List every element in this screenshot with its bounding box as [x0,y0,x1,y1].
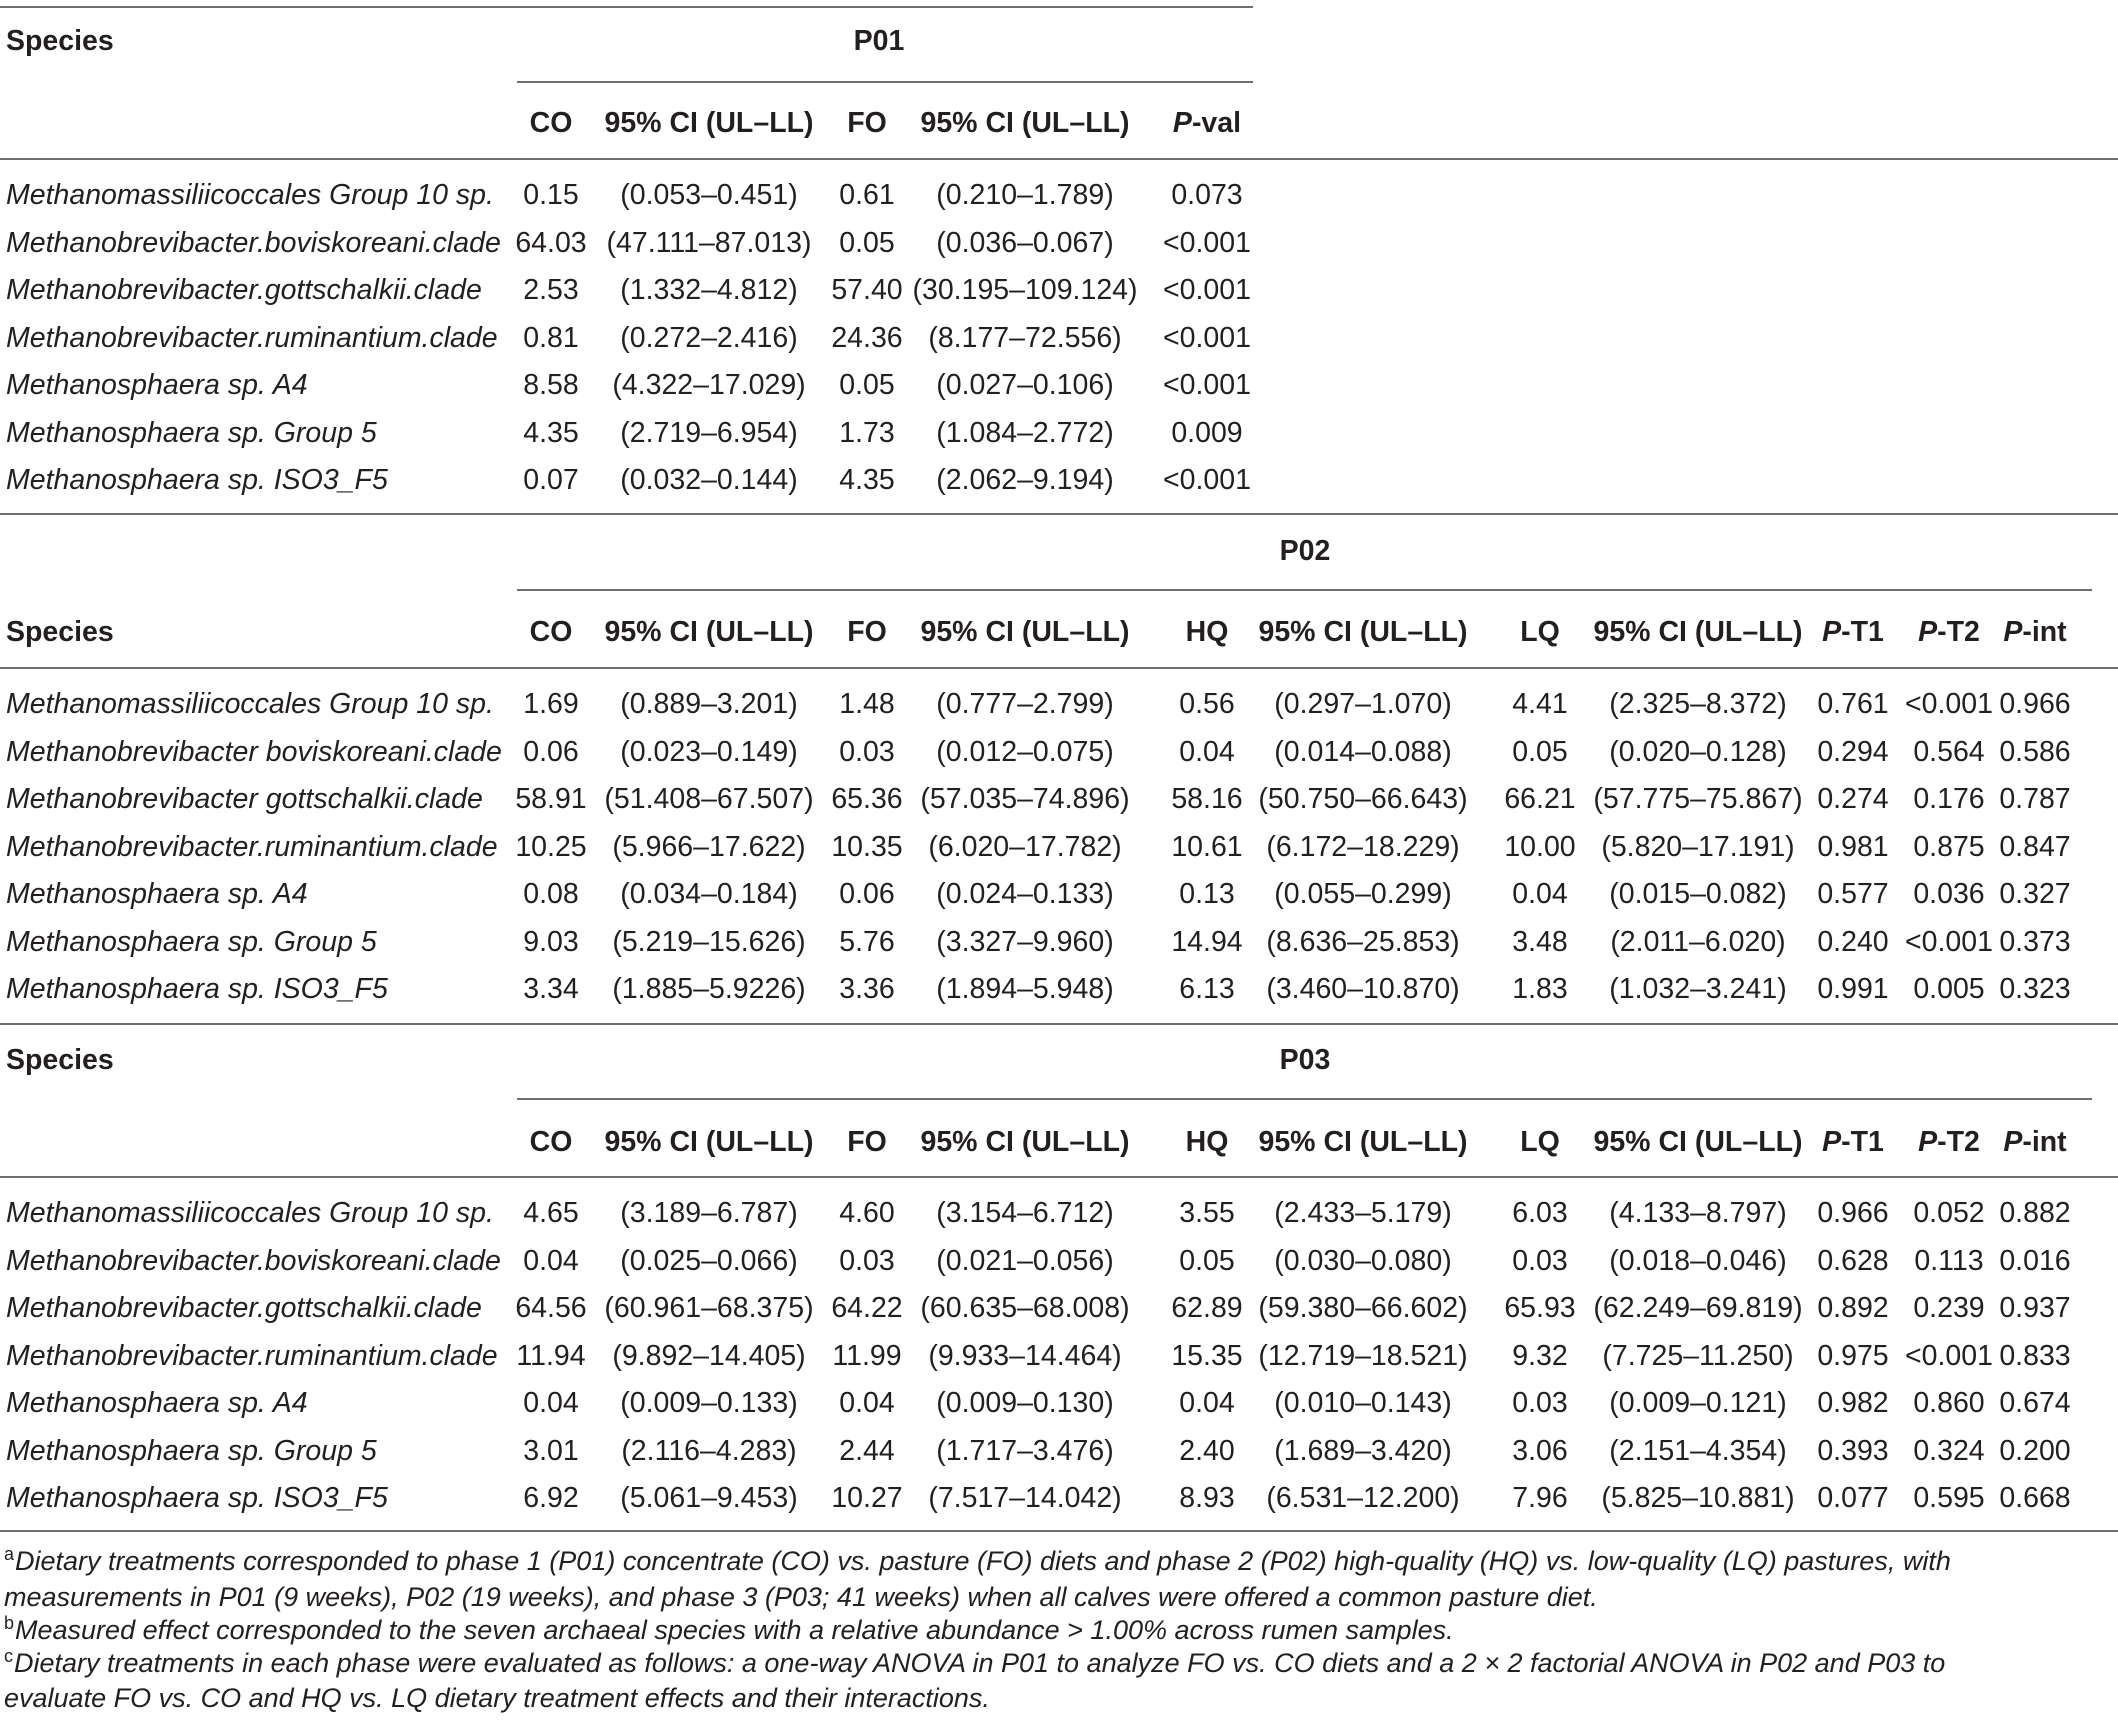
cell-value: 0.052 [1913,1197,1985,1229]
species-header: Species [6,25,114,57]
cell-value: 0.61 [839,179,895,211]
cell-value: 0.04 [523,1244,579,1277]
cell-value: (1.689–3.420) [1274,1434,1452,1467]
column-header: 95% CI (UL–LL) [1258,616,1468,648]
cell-value: (8.636–25.853) [1266,925,1460,958]
cell-value: 0.07 [523,464,579,496]
cell-value: (2.062–9.194) [936,464,1114,496]
cell-value: 0.04 [523,1387,579,1419]
cell-value: 0.240 [1817,925,1889,958]
cell-value: 4.35 [523,416,579,449]
cell-value: 64.56 [515,1292,587,1324]
cell-value: 0.15 [523,179,579,211]
cell-value: 0.05 [1512,735,1568,768]
cell-value: (60.635–68.008) [920,1292,1130,1324]
cell-value: (2.011–6.020) [1610,925,1786,958]
column-header: CO [529,1126,573,1158]
cell-value: 0.036 [1913,878,1985,910]
cell-value: (0.053–0.451) [620,179,798,211]
cell-value: (57.035–74.896) [920,783,1130,815]
cell-value: 0.628 [1817,1244,1889,1277]
cell-value: 0.13 [1179,878,1235,910]
cell-value: 0.077 [1817,1482,1889,1514]
cell-value: (1.084–2.772) [936,416,1114,449]
column-header: FO [847,1126,887,1158]
cell-value: (5.061–9.453) [620,1482,798,1514]
cell-value: 2.44 [839,1434,895,1467]
cell-value: (3.189–6.787) [620,1197,798,1229]
cell-value: (0.018–0.046) [1609,1244,1787,1277]
cell-value: 0.56 [1179,688,1235,720]
cell-value: (2.325–8.372) [1609,688,1787,720]
cell-value: (0.272–2.416) [620,321,798,354]
column-header: 95% CI (UL–LL) [920,107,1130,139]
cell-value: (57.775–75.867) [1593,783,1803,815]
p-suffix: -T2 [1937,1126,1980,1158]
phase-label: P02 [1279,535,1331,567]
phase-label: P03 [1279,1044,1331,1076]
cell-value: 0.04 [1179,735,1235,768]
cell-value: (0.023–0.149) [620,735,798,768]
cell-value: 1.48 [839,688,895,720]
cell-value: 5.76 [839,925,895,958]
cell-value: 57.40 [831,274,903,306]
cell-value: (59.380–66.602) [1258,1292,1468,1324]
cell-value: 3.55 [1179,1197,1235,1229]
phase-label: P01 [853,25,905,57]
cell-value: (0.027–0.106) [936,369,1114,401]
cell-value: (1.885–5.9226) [612,973,806,1005]
cell-value: 6.03 [1512,1197,1568,1229]
cell-value: 0.324 [1913,1434,1985,1467]
species-header: Species [6,1044,114,1076]
cell-value: (5.825–10.881) [1601,1482,1795,1514]
p-symbol: P [2003,616,2023,648]
cell-value: 58.91 [515,783,587,815]
cell-value: (3.460–10.870) [1266,973,1460,1005]
cell-value: 64.22 [831,1292,903,1324]
species-name: Methanomassiliicoccales Group 10 sp. [6,1197,494,1229]
cell-value: (0.015–0.082) [1609,878,1787,910]
footnote-c [4,1681,990,1715]
cell-value: (4.133–8.797) [1609,1197,1787,1229]
cell-value: 0.373 [1999,925,2071,958]
footnote-text: Dietary treatments in each phase were evaluated as follows: a one-way ANOVA in P01 to analyze FO vs. CO diets and a 2 × 2 factorial ANOVA in P02 and P03 to [14,1648,1946,1678]
cell-value: 0.975 [1817,1339,1889,1372]
cell-value: (0.210–1.789) [936,179,1114,211]
footnote-b [4,1613,1454,1650]
cell-value: 4.60 [839,1197,895,1229]
cell-value: (2.116–4.283) [621,1434,797,1467]
cell-value: 0.03 [839,1244,895,1277]
cell-value: 7.96 [1512,1482,1568,1514]
p-symbol: P [1918,1126,1938,1158]
species-header: Species [6,616,114,648]
cell-value: 11.99 [832,1339,902,1372]
cell-value: (0.009–0.133) [620,1387,798,1419]
footnote-c [4,1646,1945,1683]
column-header [2003,615,2066,649]
species-name: Methanosphaera sp. A4 [6,878,308,910]
footnote-text: evaluate FO vs. CO and HQ vs. LQ dietary treatment effects and their interactions. [4,1683,990,1713]
cell-value: <0.001 [1905,1339,1993,1372]
cell-value: (0.297–1.070) [1274,688,1452,720]
cell-value: 0.200 [1999,1434,2071,1467]
cell-value: 0.009 [1171,416,1243,449]
cell-value: <0.001 [1163,464,1251,496]
cell-value: 0.787 [1999,783,2071,815]
cell-value: 0.04 [1512,878,1568,910]
cell-value: (1.717–3.476) [936,1434,1114,1467]
cell-value: (0.012–0.075) [936,735,1114,768]
cell-value: 4.65 [523,1197,579,1229]
cell-value: 15.35 [1171,1339,1243,1372]
column-header: FO [847,616,887,648]
cell-value: (0.020–0.128) [1609,735,1787,768]
cell-value: (5.820–17.191) [1601,830,1795,863]
cell-value: 3.06 [1512,1434,1568,1467]
p-symbol: P [1822,1126,1842,1158]
cell-value: 0.982 [1817,1387,1889,1419]
cell-value: (47.111–87.013) [606,226,812,259]
species-name: Methanobrevibacter.ruminantium.clade [6,321,498,354]
p-suffix: -val [1191,107,1242,139]
cell-value: (0.010–0.143) [1274,1387,1452,1419]
species-name: Methanosphaera sp. Group 5 [6,416,377,449]
cell-value: 0.016 [1999,1244,2071,1277]
cell-value: (2.151–4.354) [1609,1434,1787,1467]
cell-value: 4.35 [839,464,895,496]
cell-value: 0.991 [1817,973,1889,1005]
cell-value: 58.16 [1171,783,1243,815]
section-divider [0,1023,2118,1025]
cell-value: (8.177–72.556) [928,321,1122,354]
cell-value: (1.894–5.948) [936,973,1114,1005]
group-rule [517,81,1253,83]
p-suffix: -int [2022,1126,2067,1158]
cell-value: 62.89 [1171,1292,1243,1324]
group-rule [517,589,2092,591]
cell-value: (3.154–6.712) [936,1197,1114,1229]
species-name: Methanosphaera sp. ISO3_F5 [6,973,388,1005]
cell-value: 0.981 [1817,830,1889,863]
species-name: Methanobrevibacter.ruminantium.clade [6,1339,498,1372]
cell-value: 0.073 [1171,179,1243,211]
cell-value: (0.021–0.056) [936,1244,1114,1277]
column-header: 95% CI (UL–LL) [1258,1126,1468,1158]
cell-value: 1.83 [1512,973,1568,1005]
species-name: Methanobrevibacter boviskoreani.clade [6,735,502,768]
cell-value: 11.94 [516,1339,586,1372]
cell-value: 0.04 [1179,1387,1235,1419]
group-rule [517,1098,2092,1100]
cell-value: <0.001 [1163,226,1251,259]
cell-value: 10.25 [515,830,587,863]
cell-value: 0.06 [839,878,895,910]
cell-value: 2.53 [523,274,579,306]
species-name: Methanosphaera sp. Group 5 [6,1434,377,1467]
cell-value: 0.176 [1913,783,1985,815]
header-rule [0,1176,2118,1178]
column-header: CO [529,616,573,648]
column-header [1822,615,1884,649]
cell-value: (0.030–0.080) [1274,1244,1452,1277]
cell-value: 0.03 [1512,1387,1568,1419]
species-name: Methanobrevibacter.boviskoreani.clade [6,1244,501,1277]
column-header [1918,1125,1980,1159]
cell-value: 65.93 [1504,1292,1576,1324]
p-suffix: -int [2022,616,2067,648]
species-name: Methanosphaera sp. ISO3_F5 [6,464,388,496]
column-header: CO [529,107,573,139]
cell-value: 24.36 [831,321,903,354]
cell-value: 65.36 [831,783,903,815]
cell-value: 0.674 [1999,1387,2071,1419]
cell-value: 0.005 [1913,973,1985,1005]
cell-value: (0.055–0.299) [1274,878,1452,910]
header-rule [0,667,2118,669]
cell-value: 64.03 [515,226,587,259]
cell-value: (50.750–66.643) [1258,783,1468,815]
cell-value: (1.332–4.812) [620,274,798,306]
cell-value: 8.93 [1179,1482,1235,1514]
cell-value: 14.94 [1171,925,1243,958]
cell-value: 0.761 [1817,688,1889,720]
cell-value: (7.517–14.042) [928,1482,1122,1514]
cell-value: 8.58 [523,369,579,401]
cell-value: (5.966–17.622) [612,830,806,863]
p-symbol: P [2003,1126,2023,1158]
cell-value: 0.595 [1913,1482,1985,1514]
cell-value: (0.777–2.799) [936,688,1114,720]
cell-value: (12.719–18.521) [1258,1339,1468,1372]
cell-value: (4.322–17.029) [612,369,806,401]
column-header [1918,615,1980,649]
cell-value: 10.35 [831,830,903,863]
cell-value: 0.393 [1817,1434,1889,1467]
cell-value: 0.966 [1817,1197,1889,1229]
cell-value: 0.06 [523,735,579,768]
species-name: Methanobrevibacter.gottschalkii.clade [6,274,482,306]
cell-value: (9.933–14.464) [928,1339,1122,1372]
column-header: 95% CI (UL–LL) [920,616,1130,648]
column-header [1173,106,1241,140]
cell-value: 0.294 [1817,735,1889,768]
cell-value: (0.032–0.144) [620,464,798,496]
species-name: Methanobrevibacter.boviskoreani.clade [6,226,501,259]
p-suffix: -T1 [1841,1126,1884,1158]
cell-value: (0.009–0.130) [936,1387,1114,1419]
p-symbol: P [1822,616,1842,648]
cell-value: (9.892–14.405) [612,1339,806,1372]
footnote-a [4,1580,1598,1614]
cell-value: (6.531–12.200) [1266,1482,1460,1514]
cell-value: 1.73 [839,416,895,449]
footnote-marker: c [4,1646,13,1666]
cell-value: <0.001 [1163,321,1251,354]
cell-value: 0.882 [1999,1197,2071,1229]
cell-value: 0.892 [1817,1292,1889,1324]
cell-value: 0.239 [1913,1292,1985,1324]
cell-value: (6.020–17.782) [928,830,1122,863]
species-name: Methanobrevibacter.ruminantium.clade [6,830,498,863]
top-rule [0,6,1253,8]
cell-value: 0.327 [1999,878,2071,910]
cell-value: 0.04 [839,1387,895,1419]
footnote-text: Dietary treatments corresponded to phase 1 (P01) concentrate (CO) vs. pasture (FO) diets and phase 2 (P02) high-quality (HQ) vs. low-quality (LQ) pastures, with [15,1546,1951,1576]
cell-value: <0.001 [1905,688,1993,720]
cell-value: <0.001 [1163,369,1251,401]
cell-value: (0.036–0.067) [936,226,1114,259]
footnote-marker: b [4,1613,15,1633]
bottom-rule [0,1530,2118,1532]
cell-value: 3.48 [1512,925,1568,958]
cell-value: 1.69 [523,688,579,720]
cell-value: 3.01 [523,1434,579,1467]
p-suffix: -T2 [1937,616,1980,648]
species-name: Methanosphaera sp. A4 [6,369,308,401]
column-header: FO [847,107,887,139]
cell-value: (0.024–0.133) [936,878,1114,910]
cell-value: (2.433–5.179) [1274,1197,1452,1229]
column-header: 95% CI (UL–LL) [1593,1126,1803,1158]
column-header: 95% CI (UL–LL) [1593,616,1803,648]
cell-value: (2.719–6.954) [620,416,798,449]
p-symbol: P [1918,616,1938,648]
cell-value: (5.219–15.626) [612,925,806,958]
cell-value: 0.937 [1999,1292,2071,1324]
cell-value: 0.586 [1999,735,2071,768]
footnote-marker: a [4,1544,15,1564]
cell-value: (1.032–3.241) [1609,973,1787,1005]
cell-value: 6.13 [1179,973,1235,1005]
cell-value: 6.92 [523,1482,579,1514]
column-header: 95% CI (UL–LL) [920,1126,1130,1158]
cell-value: <0.001 [1905,925,1993,958]
cell-value: 4.41 [1512,688,1568,720]
cell-value: 0.668 [1999,1482,2071,1514]
species-name: Methanosphaera sp. Group 5 [6,925,377,958]
cell-value: 0.113 [1914,1244,1984,1277]
cell-value: 10.00 [1504,830,1576,863]
cell-value: 0.08 [523,878,579,910]
cell-value: (51.408–67.507) [604,783,814,815]
cell-value: 0.323 [1999,973,2071,1005]
cell-value: 0.03 [1512,1244,1568,1277]
cell-value: 0.274 [1817,783,1889,815]
column-header [1822,1125,1884,1159]
cell-value: 0.05 [839,226,895,259]
column-header: LQ [1520,616,1560,648]
cell-value: (0.025–0.066) [620,1244,798,1277]
species-name: Methanomassiliicoccales Group 10 sp. [6,688,494,720]
footnote-text: Measured effect corresponded to the seven archaeal species with a relative abundance > 1.00% across rumen samples. [15,1615,1454,1645]
cell-value: (60.961–68.375) [604,1292,814,1324]
cell-value: 0.81 [523,321,579,354]
cell-value: (62.249–69.819) [1593,1292,1803,1324]
column-header: HQ [1185,616,1229,648]
column-header: HQ [1185,1126,1229,1158]
cell-value: 9.03 [523,925,579,958]
species-name: Methanosphaera sp. A4 [6,1387,308,1419]
cell-value: 0.875 [1913,830,1985,863]
cell-value: 0.966 [1999,688,2071,720]
cell-value: 3.36 [839,973,895,1005]
section-divider [0,513,2118,515]
cell-value: (0.014–0.088) [1274,735,1452,768]
cell-value: 0.847 [1999,830,2071,863]
species-name: Methanomassiliicoccales Group 10 sp. [6,179,494,211]
cell-value: (0.034–0.184) [620,878,798,910]
cell-value: (7.725–11.250) [1602,1339,1794,1372]
species-name: Methanobrevibacter.gottschalkii.clade [6,1292,482,1324]
cell-value: 0.564 [1913,735,1985,768]
cell-value: 3.34 [523,973,579,1005]
cell-value: 0.833 [1999,1339,2071,1372]
p-symbol: P [1172,107,1192,139]
cell-value: <0.001 [1163,274,1251,306]
cell-value: (0.889–3.201) [620,688,798,720]
cell-value: (6.172–18.229) [1266,830,1460,863]
cell-value: 0.03 [839,735,895,768]
cell-value: 0.577 [1817,878,1889,910]
cell-value: 2.40 [1179,1434,1235,1467]
footnote-a [4,1544,1951,1581]
column-header: 95% CI (UL–LL) [604,107,814,139]
cell-value: (3.327–9.960) [936,925,1114,958]
column-header: 95% CI (UL–LL) [604,1126,814,1158]
column-header: 95% CI (UL–LL) [604,616,814,648]
cell-value: 66.21 [1504,783,1576,815]
cell-value: 10.61 [1171,830,1243,863]
cell-value: 9.32 [1512,1339,1568,1372]
cell-value: (30.195–109.124) [912,274,1138,306]
column-header [2003,1125,2066,1159]
p-suffix: -T1 [1841,616,1884,648]
cell-value: 0.05 [1179,1244,1235,1277]
cell-value: 0.05 [839,369,895,401]
species-name: Methanobrevibacter gottschalkii.clade [6,783,483,815]
cell-value: (0.009–0.121) [1609,1387,1787,1419]
header-rule [0,158,2118,160]
column-header: LQ [1520,1126,1560,1158]
species-name: Methanosphaera sp. ISO3_F5 [6,1482,388,1514]
cell-value: 10.27 [831,1482,903,1514]
footnote-text: measurements in P01 (9 weeks), P02 (19 weeks), and phase 3 (P03; 41 weeks) when all calves were offered a common pasture diet. [4,1582,1598,1612]
cell-value: 0.860 [1913,1387,1985,1419]
